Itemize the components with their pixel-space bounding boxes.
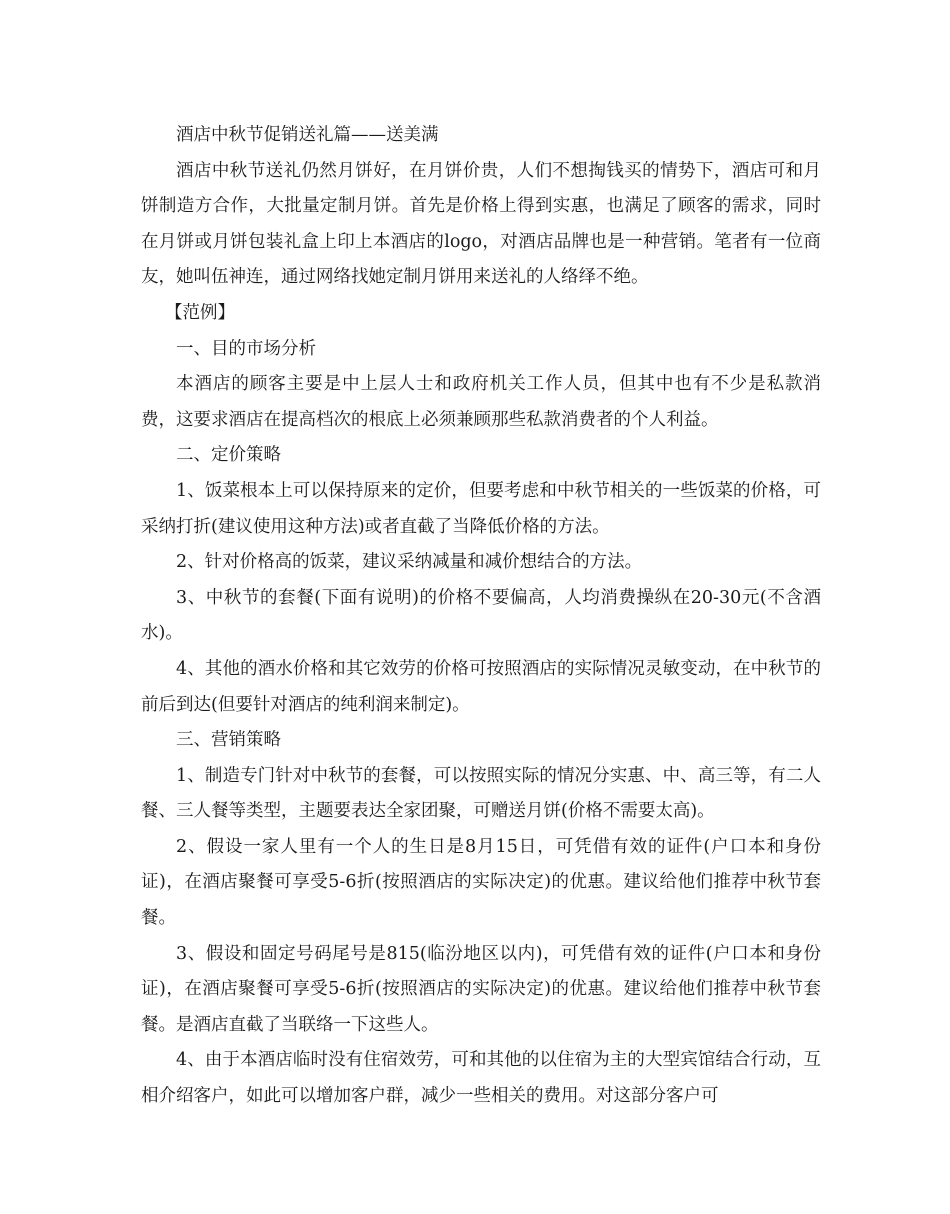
- marketing-item-2: 2、假设一家人里有一个人的生日是8月15日，可凭借有效的证件(户口本和身份证)，在酒店聚餐可享受5-6折(按照酒店的实际决定)的优惠。建议给他们推荐中秋节套餐。: [141, 836, 821, 929]
- section-heading-marketing: 三、营销策略: [176, 730, 281, 751]
- marketing-item-3: 3、假设和固定号码尾号是815(临汾地区以内)，可凭借有效的证件(户口本和身份证)，在酒店聚餐可享受5-6折(按照酒店的实际决定)的优惠。建议给他们推荐中秋节套餐。是酒店直截了当联络一下这些人。: [141, 943, 821, 1035]
- marketing-item-1: 1、制造专门针对中秋节的套餐，可以按照实际的情况分实惠、中、高三等，有二人餐、三人餐等类型，主题要表达全家团聚，可赠送月饼(价格不需要太高)。: [141, 765, 821, 822]
- pricing-item-1: 1、饭菜根本上可以保持原来的定价，但要考虑和中秋节相关的一些饭菜的价格，可采纳打折(建议使用这种方法)或者直截了当降低价格的方法。: [141, 480, 821, 537]
- paragraph-market-analysis: 本酒店的顾客主要是中上层人士和政府机关工作人员，但其中也有不少是私款消费，这要求酒店在提高档次的根底上必须兼顾那些私款消费者的个人利益。: [141, 374, 821, 430]
- document-title: 酒店中秋节促销送礼篇——送美满: [176, 125, 439, 145]
- pricing-item-4: 4、其他的酒水价格和其它效劳的价格可按照酒店的实际情况灵敏变动，在中秋节的前后到达(但要针对酒店的纯利润来制定)。: [141, 658, 821, 715]
- pricing-item-3: 3、中秋节的套餐(下面有说明)的价格不要偏高，人均消费操纵在20-30元(不含酒水)。: [141, 587, 821, 644]
- pricing-item-2: 2、针对价格高的饭菜，建议采纳减量和减价想结合的方法。: [176, 552, 643, 573]
- document-body: [141, 118, 821, 1115]
- section-heading-market-analysis: 一、目的市场分析: [176, 338, 316, 359]
- example-heading: 【范例】: [165, 302, 235, 323]
- marketing-item-4: 4、由于本酒店临时没有住宿效劳，可和其他的以住宿为主的大型宾馆结合行动，互相介绍客户，如此可以增加客户群，减少一些相关的费用。对这部分客户可: [141, 1050, 821, 1107]
- section-heading-pricing: 二、定价策略: [176, 445, 281, 466]
- paragraph-intro: 酒店中秋节送礼仍然月饼好，在月饼价贵，人们不想掏钱买的情势下，酒店可和月饼制造方合作，大批量定制月饼。首先是价格上得到实惠，也满足了顾客的需求，同时在月饼或月饼包装礼盒上印上本酒店的logo，对酒店品牌也是一种营销。笔者有一位商友，她叫伍神连，通过网络找她定制月饼用来送礼的人络绎不绝。: [141, 160, 821, 288]
